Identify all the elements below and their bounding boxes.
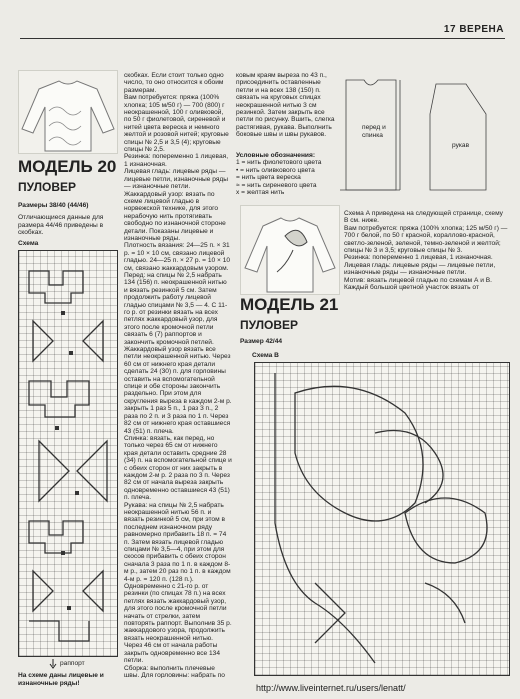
legend-item: x = желтая нить bbox=[236, 189, 285, 197]
text-para: Мотив: вязать лицевой гладью по схемам А и В. Каждый большой цветной участок вязать от bbox=[344, 276, 492, 292]
model20-sizes: Размеры 38/40 (44/46) bbox=[18, 202, 89, 209]
model21-chart-label: Схема В bbox=[252, 352, 279, 359]
text-para: Лицевая гладь: лицевые ряды — лицевые петли, изнаночные ряды — изнаночные петли. bbox=[124, 168, 228, 191]
repeat-label: раппорт bbox=[60, 660, 85, 667]
model20-footer-note: На схеме даны лицевые и изнаночные ряды! bbox=[18, 672, 104, 687]
model21-title: МОДЕЛЬ 21 bbox=[240, 295, 339, 314]
text-para: ковым краям выреза по 43 п., присоединить оставленные петли и на всех 138 (150) п. связать на круговых спицах неокрашенной нитью 3 см резинкой. Затем закрыть все петли по рисунку. Вшить, слегка растягивая, рукава. Выполнить боковые швы и швы рукавов. bbox=[236, 72, 335, 139]
model20-title: МОДЕЛЬ 20 bbox=[18, 157, 117, 176]
sleeve-label: рукав bbox=[452, 142, 470, 149]
page-number: 17 ВЕРЕНА bbox=[443, 24, 504, 35]
legend-item: • = нить оливкового цвета bbox=[236, 166, 315, 174]
model21-photo bbox=[240, 205, 340, 295]
pattern-schematic bbox=[340, 70, 508, 198]
legend-item: = нить цвета вереска bbox=[236, 174, 301, 182]
text-para: Резинка: попеременно 1 лицевая, 1 изнаночная. bbox=[124, 153, 229, 168]
legend-item: ≈ = нить сиреневого цвета bbox=[236, 181, 317, 189]
header-rule bbox=[20, 38, 505, 39]
model20-chart-label: Схема bbox=[18, 240, 39, 247]
model20-instructions bbox=[124, 72, 232, 678]
footer-url[interactable]: http://www.liveinternet.ru/users/lenatt/ bbox=[256, 683, 406, 693]
model21-sizes: Размер 42/44 bbox=[240, 338, 283, 345]
text-para: скобках. Если стоит только одно число, то оно относится к обоим размерам. bbox=[124, 72, 224, 94]
legend-item: 1 = нить фиолетового цвета bbox=[236, 159, 322, 167]
model20-note: Отличающиеся данные для размера 44/46 приведены в скобках. bbox=[18, 214, 104, 237]
text-para: Вам потребуется: пряжа (100% хлопка; 125 м/50 г) — 700 г белой, по 50 г красной, кораллово-красной, светло-зеленой, зеленой, темно-зеленой и желтой; спицы № 3 и 3,5; круговые спицы № 3. bbox=[344, 224, 508, 255]
model21-chart-b bbox=[254, 362, 510, 676]
model21-instructions bbox=[344, 210, 508, 338]
text-para: Перед: на спицы № 2,5 набрать 134 (156) п. неокрашенной нитью и вязать резинкой 5 см. Затем продолжить работу лицевой гладью спицами № 3,5 — 4. С 11-го р. от резинки вязать на всех петлях жаккардовый узор, для этого после кромочной петли связать 6 (7) раппортов и закончить кромочной петлей. Жаккардовый узор вязать все петли неокрашенной нитью. Через 60 см от нижнего края детали сделать 24 (30) п. для горловины оставить на вспомогательной спице и обе стороны закончить раздельно. При этом для скругления выреза в каждом 2-м р. закрыть 1 раз 5 п., 1 раз 3 п., 2 раза по 2 п. и 3 раза по 1 п. Через 82 см от нижнего края оставшиеся 43 (51) п. плеча. bbox=[124, 271, 232, 435]
model20-subtitle: ПУЛОВЕР bbox=[18, 180, 77, 194]
legend-title: Условные обозначения: bbox=[236, 152, 316, 159]
sweater-sketch-icon bbox=[19, 71, 117, 153]
text-para: Вам потребуется: пряжа (100% хлопка; 105 м/50 г) — 700 (800) г неокрашенной, 100 г оливковой, по 50 г фиолетовой, сиреневой и нитей цвета вереска и немного желтой и розовой нитей; круговые спицы № 2,5 и 3,5 (4); круговые спицы № 2,5. bbox=[124, 94, 229, 154]
text-para: Плотность вязания: 24—25 п. × 31 р. = 10 × 10 см, связано лицевой гладью. 24—25 п. × 27 р. = 10 × 10 см, связано жаккардовым узором. bbox=[124, 242, 231, 272]
text-para: Сборка: выполнить плечевые швы. Для горловины: набрать по bbox=[124, 664, 225, 678]
front-back-label: перед и спинка bbox=[362, 124, 386, 139]
model21-subtitle: ПУЛОВЕР bbox=[240, 318, 299, 332]
text-para: Спинка: вязать, как перед, но только через 65 см от нижнего края детали оставить средние 28 (34) п. на вспомогательной спице и с обеих сторон от них закрыть в каждом 2-м р. 2 раза по 3 п. Через 82 см от начала выреза закрыть одновременно оставшиеся 43 (51) п. плеча. bbox=[124, 434, 232, 502]
text-para: Резинка: попеременно 1 лицевая, 1 изнаночная. bbox=[344, 254, 493, 262]
model20-photo bbox=[18, 70, 118, 154]
text-para: Лицевая гладь: лицевые ряды — лицевые петли, изнаночные ряды — изнаночные петли. bbox=[344, 261, 496, 277]
floral-sweater-icon bbox=[241, 206, 339, 294]
text-para: Жаккардовый узор: вязать по схеме лицевой гладью в норвежской технике, для этого нерабочую нить протягивать свободно по изнаночной стороне детали. Показаны лицевые и изнаночные ряды. bbox=[124, 190, 226, 242]
model20-knitting-chart bbox=[18, 250, 118, 657]
text-para: Схема А приведена на следующей странице, схему В см. ниже. bbox=[344, 210, 503, 225]
model20-assembly-text bbox=[236, 72, 336, 139]
text-para: Рукава: на спицы № 2,5 набрать неокрашенной нитью 56 п. и вязать резинкой 5 см, при этом в последнем изнаночном ряду равномерно прибавить 18 п. = 74 п. Затем вязать лицевой гладью спицами № 3,5—4, при этом для скосов прибавить с обеих сторон сначала 3 раза по 1 п. в каждом 8-м р., затем 20 раз по 1 п. в каждом 4-м р. = 120 п. (128 п.). Одновременно с 21-го р. от резинки (по спицах 78 п.) на всех петлях вязать жаккардовый узор, для этого после кромочной петли начать от стрелки, затем повторять раппорт. Выполнив 35 р. жаккардового узора, продолжить вязать неокрашенной нитью. Через 46 см от начала работы закрыть одновременно все 134 петли. bbox=[124, 501, 232, 665]
repeat-arrow-icon bbox=[48, 656, 58, 666]
legend bbox=[236, 152, 336, 196]
